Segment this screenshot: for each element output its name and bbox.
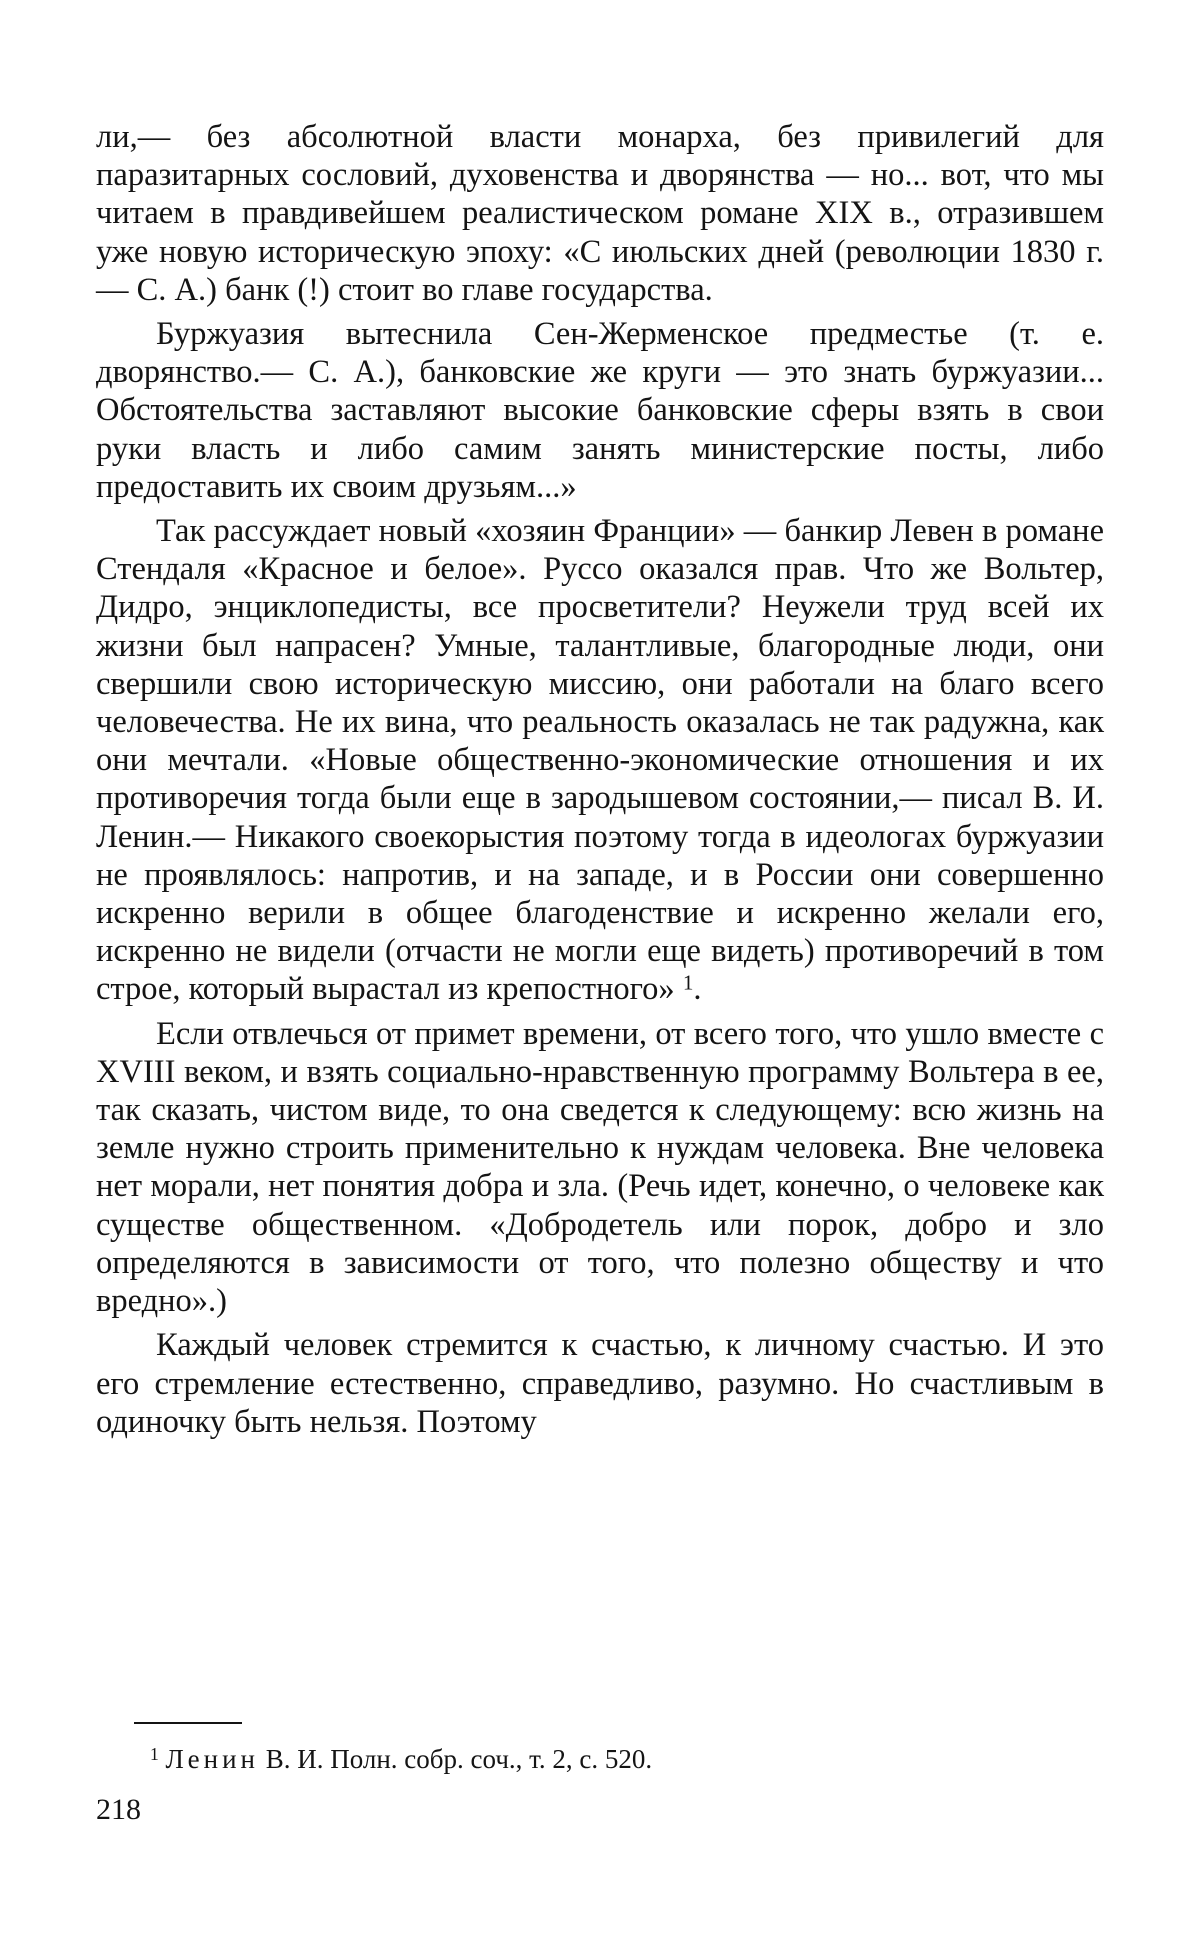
page-number: 218 (96, 1793, 141, 1826)
footnote-marker: 1 (150, 1744, 159, 1765)
body-text (96, 118, 1104, 1441)
paragraph-enlighteners (96, 512, 1104, 1009)
footnote-reference-tail: . (693, 971, 702, 1008)
paragraph-continuation: ли,— без абсолютной власти монарха, без привилегий для паразитарных сословий, духовенства и дворянства — но... вот, что мы читаем в правдивейшем реалистическом романе XIX в., отразившем уже новую историческую эпоху: «С июльских дней (революции 1830 г.— С. А.) банк (!) стоит во главе государства. (96, 119, 1104, 308)
paragraph-enlighteners-text: Так рассуждает новый «хозяин Франции» — банкир Левен в романе Стендаля «Красное и белое». Руссо оказался прав. Что же Вольтер, Дидро, энциклопедисты, все просветители? Неужели труд всей их жизни был напрасен? Умные, талантливые, благородные люди, они свершили свою историческую миссию, они работали на благо всего человечества. Не их вина, что реальность оказалась не так радужна, как они мечтали. «Новые общественно-экономические отношения и их противоречия тогда были еще в зародышевом состоянии,— писал В. И. Ленин.— Никакого своекорыстия поэтому тогда в идеологах буржуазии не проявлялось: напротив, и на западе, и в России они совершенно искренно верили в общее благоденствие и искренно желали его, искренно не видели (отчасти не могли еще видеть) противоречий в том строе, который вырастал из крепостного» (96, 513, 1104, 1008)
footnote-reference: 1 (682, 970, 694, 995)
paragraph-quote-continuation: Буржуазия вытеснила Сен-Жерменское предместье (т. е. дворянство.— С. А.), банковские же круги — это знать буржуазии... Обстоятельства заставляют высокие банковские сферы взять в свои руки власть и либо самим занять министерские посты, либо предоставить их своим друзьям...» (96, 316, 1104, 505)
footnote-author: Ленин (165, 1744, 259, 1774)
footnote (150, 1742, 1050, 1776)
paragraph-happiness: Каждый человек стремится к счастью, к личному счастью. И это его стремление естественно, справедливо, разумно. Но счастливым в одиночку быть нельзя. Поэтому (96, 1327, 1104, 1440)
paragraph-voltaire-program: Если отвлечься от примет времени, от всего того, что ушло вместе с XVIII веком, и взять социально-нравственную программу Вольтера в ее, так сказать, чистом виде, то она сведется к следующему: всю жизнь на земле нужно строить применительно к нуждам человека. Вне человека нет морали, нет понятия добра и зла. (Речь идет, конечно, о человеке как существе общественном. «Добродетель или порок, добро и зло определяются в зависимости от того, что полезно обществу и что вредно».) (96, 1015, 1104, 1320)
footnote-divider (134, 1722, 242, 1724)
footnote-text: В. И. Полн. собр. соч., т. 2, с. 520. (258, 1744, 653, 1774)
